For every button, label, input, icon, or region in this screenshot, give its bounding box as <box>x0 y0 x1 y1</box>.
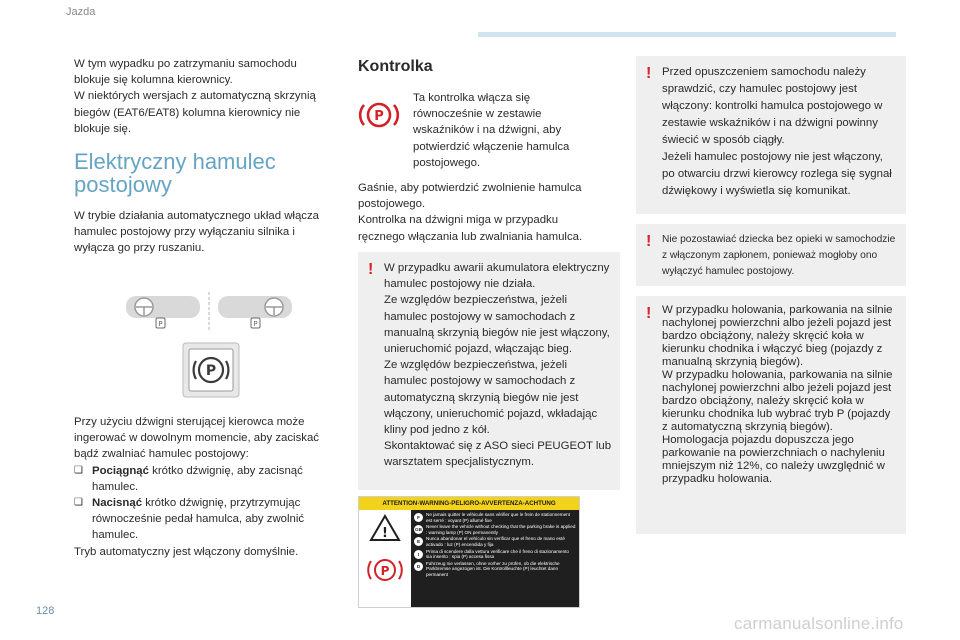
language-text: Prima di scendere dalla vettura verificare che il freno di stazionamento sia inserito : spia (P) accesa fissa <box>426 548 569 560</box>
warning-exclamation-icon: ! <box>368 261 374 278</box>
list-item-keyword: Pociągnąć <box>92 464 149 477</box>
list-item-keyword: Nacisnąć <box>92 497 143 510</box>
language-badge: D <box>414 562 423 571</box>
label-languages <box>411 510 579 607</box>
section-title: Elektryczny hamulec postojowy <box>74 149 276 197</box>
list-item-text: krótko dźwignię, aby zacisnąć hamulec. <box>92 464 303 493</box>
multilingual-warning-label <box>358 496 580 608</box>
list-item <box>74 463 336 495</box>
page-number: 128 <box>36 605 55 617</box>
svg-text:P: P <box>253 320 258 328</box>
warning-text: Nie pozostawiać dziecka bez opieki w samochodzie z włączonym zapłonem, ponieważ mogłoby ono wyłączyć hamulec postojowy. <box>662 234 896 277</box>
section-label: Jazda <box>66 6 96 18</box>
language-text: Never leave the vehicle without checking that the parking brake is applied : warning lamp (P) ON permanently <box>426 524 576 535</box>
svg-text:P: P <box>374 109 384 124</box>
lever-usage-paragraph <box>74 414 336 560</box>
warning-exclamation-icon: ! <box>646 305 652 322</box>
lever-usage-intro: Przy użyciu dźwigni sterującej kierowca może ingerować w dowolnym momencie, aby zaciskać bądź zwalniać hamulec postojowy: <box>74 416 319 461</box>
towing-warning-box <box>636 296 906 534</box>
intro-paragraph: W tym wypadku po zatrzymaniu samochodu blokuje się kolumna kierownicy. W niektórych wersjach z automatyczną skrzynią biegów (EAT6/EAT8) kolumna kierownicy nie blokuje się. <box>74 58 316 135</box>
label-icons <box>359 510 411 607</box>
lamp-description: Ta kontrolka włącza się równocześnie w zestawie wskaźników i na dźwigni, aby potwierdzić włączenie hamulca postojowego. <box>413 92 570 169</box>
language-text: Fahrzeug nie verlassen, ohne vorher zu prüfen, ob die elektrische Parkbremse angezogen ist. Die Kontrollleuchte (P) leuchtet dann permanent <box>426 560 560 577</box>
checkbox-bullet-icon: ❏ <box>74 464 83 476</box>
lamp-off-paragraph: Gaśnie, aby potwierdzić zwolnienie hamulca postojowego. Kontrolka na dźwigni miga w przypadku ręcznego włączania lub zwalniania hamulca. <box>358 182 583 243</box>
watermark: carmanualsonline.info <box>734 614 904 633</box>
label-row <box>414 524 576 535</box>
language-text: Ne jamais quitter le véhicule sans vérifier que le frein de stationnement est serré : voyant (P) allumé fixe <box>426 512 571 523</box>
language-badge: I <box>414 550 423 559</box>
language-badge: F <box>414 513 423 522</box>
svg-text:P: P <box>158 320 163 328</box>
parking-brake-lever-icon <box>182 342 240 398</box>
subsection-heading: Kontrolka <box>358 58 433 75</box>
warning-text: W przypadku awarii akumulatora elektryczny hamulec postojowy nie działa. Ze względów bezpieczeństwa, jeżeli hamulec postojowy w samochodach z manualną skrzynią biegów nie jest włączony, unieruchomić pojazd, włączając bieg. Ze względów bezpieczeństwa, jeżeli hamulec postojowy w samochodach z automatyczną skrzynią biegów nie jest włączony, unieruchomić pojazd, wkładając kliny pod jedno z kół. Skontaktować się z ASO sieci PEUGEOT lub warsztatem specjalistycznym. <box>384 262 612 469</box>
header-bar <box>478 32 896 37</box>
child-warning-box <box>636 224 906 286</box>
svg-text:P: P <box>205 363 217 379</box>
language-text: Nunca abandonar el vehículo sin verificar que el freno de mano esté activado : luz (P) encendida y fija <box>426 536 565 547</box>
language-badge: GB <box>415 527 422 533</box>
warning-text: W przypadku holowania, parkowania na silnie nachylonej powierzchni albo jeżeli pojazd jest bardzo obciążony, należy skręcić koła w kierunku chodnika i włączyć bieg (pojazdy z manualną skrzynią biegów). W przypadku holowania, parkowania na silnie nachylonej powierzchni albo jeżeli pojazd jest bardzo obciążony, należy skręcić koła w kierunku chodnika lub wybrać tryb P (pojazdy z automatyczną skrzynią biegów). Homologacja pojazdu dopuszcza jego parkowanie na powierzchniach o nachyleniu mniejszym niż 12%, co należy uwzględnić w przypadku holowania. <box>662 304 893 485</box>
label-warning-icons <box>359 510 411 608</box>
list-item-text: krótko dźwignię, przytrzymując równocześnie pedał hamulca, aby zwolnić hamulec. <box>92 497 305 542</box>
automatic-mode-paragraph: W trybie działania automatycznego układ włącza hamulec postojowy przy wyłączaniu silnika i wyłącza go przy ruszaniu. <box>74 210 320 255</box>
svg-text:P: P <box>380 564 390 578</box>
warning-exclamation-icon: ! <box>646 65 652 82</box>
steering-wheel-illustration <box>124 290 294 332</box>
language-badge: E <box>414 537 423 546</box>
check-brake-warning-box <box>636 56 906 214</box>
parking-brake-warning-lamp-icon <box>358 98 400 132</box>
label-row <box>414 561 576 578</box>
warning-exclamation-icon: ! <box>646 233 652 250</box>
svg-text:!: ! <box>382 526 388 541</box>
label-header: ATTENTION-WARNING-PELIGRO-AVVERTENZA-ACHTUNG <box>359 497 579 510</box>
checkbox-bullet-icon: ❏ <box>74 497 83 509</box>
label-row <box>414 536 576 547</box>
warning-text: Przed opuszczeniem samochodu należy sprawdzić, czy hamulec postojowy jest włączony: kontrolki hamulca postojowego w zestawie wskaźników i na dźwigni powinny świecić w sposób ciągły. Jeżeli hamulec postojowy nie jest włączony, po otwarciu drzwi kierowcy rozlega się sygnał dźwiękowy i wyświetla się komunikat. <box>662 66 892 197</box>
label-row <box>414 512 576 523</box>
lever-usage-outro: Tryb automatyczny jest włączony domyślnie. <box>74 545 299 558</box>
label-row <box>414 549 576 560</box>
battery-warning-box <box>358 252 620 490</box>
list-item <box>74 495 336 544</box>
